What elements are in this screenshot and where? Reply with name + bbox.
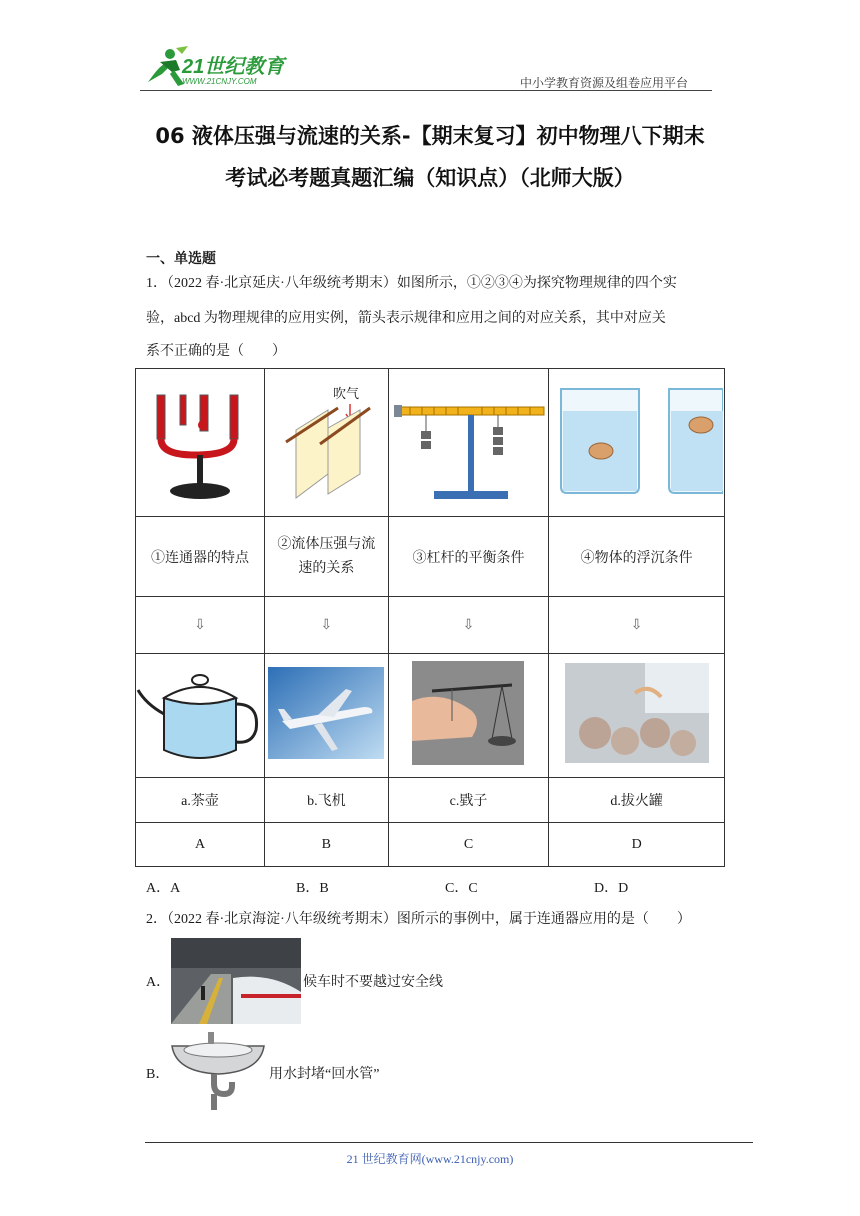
down-arrow-icon: ⇩: [549, 597, 725, 654]
sink-trap-icon: [168, 1028, 268, 1114]
paper-sheets-icon: [266, 370, 386, 510]
lever-cell: [388, 369, 549, 517]
train-platform-photo: [171, 938, 301, 1024]
q1-figure-table: [135, 368, 725, 867]
q1-option-a[interactable]: A．A: [146, 881, 181, 896]
label-4: ④物体的浮沉条件: [549, 517, 725, 597]
app-d: d.拔火罐: [549, 778, 725, 823]
label-2-line2: 速的关系: [298, 560, 355, 576]
app-a: a.茶壶: [136, 778, 265, 823]
steelyard-photo: [412, 661, 524, 765]
down-arrow-icon: ⇩: [388, 597, 549, 654]
q1-option-b[interactable]: B．B: [296, 881, 329, 896]
footer-divider: [145, 1142, 753, 1143]
label-2: [265, 517, 389, 597]
label-1: ①连通器的特点: [136, 517, 265, 597]
platform-name: 中小学教育资源及组卷应用平台: [520, 76, 689, 90]
connected-vessel-cell: [136, 369, 265, 517]
connected-vessel-icon: [145, 375, 255, 505]
airplane-photo: [268, 667, 384, 759]
paper-blow-cell: [265, 369, 389, 517]
app-b: b.飞机: [265, 778, 389, 823]
app-c: c.戥子: [388, 778, 549, 823]
teapot-icon: [136, 658, 264, 768]
q2-option-b-label[interactable]: B．: [146, 1067, 170, 1082]
buoyancy-cell: [549, 369, 725, 517]
answer-c: C: [388, 823, 549, 867]
beakers-egg-icon: [551, 375, 723, 505]
q2-option-a-text: 候车时不要越过安全线: [303, 975, 443, 990]
label-2-line1: ②流体压强与流: [277, 536, 376, 552]
steelyard-cell: [388, 654, 549, 778]
airplane-cell: [265, 654, 389, 778]
doc-title-line2: 考试必考题真题汇编（知识点）（北师大版）: [225, 166, 635, 190]
q1-stem-line1: 1．（2022 春·北京延庆·八年级统考期末）如图所示，①②③④为探究物理规律的四个实: [146, 276, 677, 291]
logo-text: 21世纪教育: [182, 56, 285, 78]
lever-balance-icon: [390, 375, 546, 505]
down-arrow-icon: ⇩: [265, 597, 389, 654]
doc-title-line1: 06 液体压强与流速的关系-【期末复习】初中物理八下期末: [155, 124, 705, 148]
q1-option-d[interactable]: D．D: [594, 881, 629, 896]
answer-d: D: [549, 823, 725, 867]
cupping-cell: [549, 654, 725, 778]
q1-stem-line3: 系不正确的是（ ）: [146, 344, 286, 359]
q2-option-b-text: 用水封堵“回水管”: [269, 1067, 380, 1082]
teapot-cell: [136, 654, 265, 778]
answer-b: B: [265, 823, 389, 867]
logo-url: WWW.21CNJY.COM: [182, 77, 257, 86]
down-arrow-icon: ⇩: [136, 597, 265, 654]
blow-label: 吹气: [333, 386, 360, 401]
cupping-photo: [565, 663, 709, 763]
q1-stem-line2: 验，abcd 为物理规律的应用实例，箭头表示规律和应用之间的对应关系，其中对应关: [146, 311, 666, 326]
footer-link[interactable]: 21 世纪教育网(www.21cnjy.com): [346, 1152, 514, 1166]
section-heading: 一、单选题: [146, 251, 216, 267]
q1-option-c[interactable]: C．C: [445, 881, 478, 896]
answer-a: A: [136, 823, 265, 867]
q2-option-a-label[interactable]: A．: [146, 975, 171, 990]
header-divider: [140, 90, 712, 91]
label-3: ③杠杆的平衡条件: [388, 517, 549, 597]
q2-stem: 2．（2022 春·北京海淀·八年级统考期末）图所示的事例中，属于连通器应用的是（ ）: [146, 912, 691, 927]
